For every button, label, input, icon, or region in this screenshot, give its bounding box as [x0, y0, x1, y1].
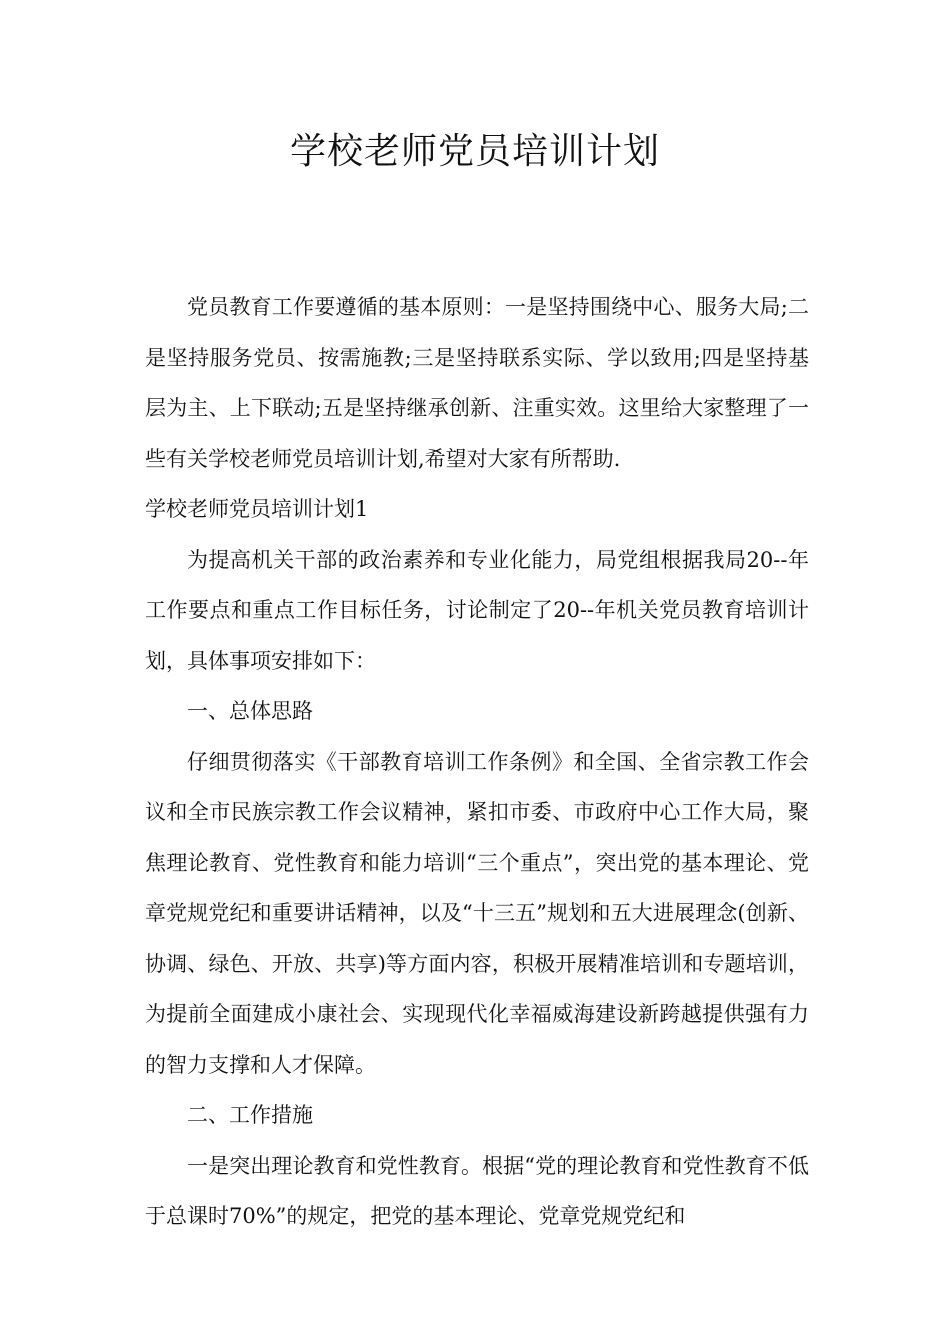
section-heading-measures: 二、工作措施 — [187, 1103, 313, 1127]
intro-paragraph: 党员教育工作要遵循的基本原则：一是坚持围绕中心、服务大局;二是坚持服务党员、按需施教;三是坚持联系实际、学以致用;四是坚持基层为主、上下联动;五是坚持继承创新、注重实效。这里给大家整理了一些有关学校老师党员培训计划,希望对大家有所帮助. — [145, 295, 809, 471]
measures-paragraph: 一是突出理论教育和党性教育。根据“党的理论教育和党性教育不低于总课时70%”的规定，把党的基本理论、党章党规党纪和 — [145, 1153, 809, 1228]
document-title: 学校老师党员培训计划 — [289, 131, 660, 172]
section-heading-overall: 一、总体思路 — [187, 699, 313, 723]
section-heading-plan-1: 学校老师党员培训计划1 — [145, 497, 369, 521]
document-body — [145, 282, 809, 1242]
purpose-paragraph: 为提高机关干部的政治素养和专业化能力，局党组根据我局20--年工作要点和重点工作目标任务，讨论制定了20--年机关党员教育培训计划，具体事项安排如下： — [145, 547, 809, 673]
overall-paragraph: 仔细贯彻落实《干部教育培训工作条例》和全国、全省宗教工作会议和全市民族宗教工作会议精神，紧扣市委、市政府中心工作大局，聚焦理论教育、党性教育和能力培训“三个重点”，突出党的基本理论、党章党规党纪和重要讲话精神，以及“十三五”规划和五大进展理念(创新、协调、绿色、开放、共享)等方面内容，积极开展精准培训和专题培训，为提前全面建成小康社会、实现现代化幸福威海建设新跨越提供强有力的智力支撑和人才保障。 — [145, 749, 809, 1077]
